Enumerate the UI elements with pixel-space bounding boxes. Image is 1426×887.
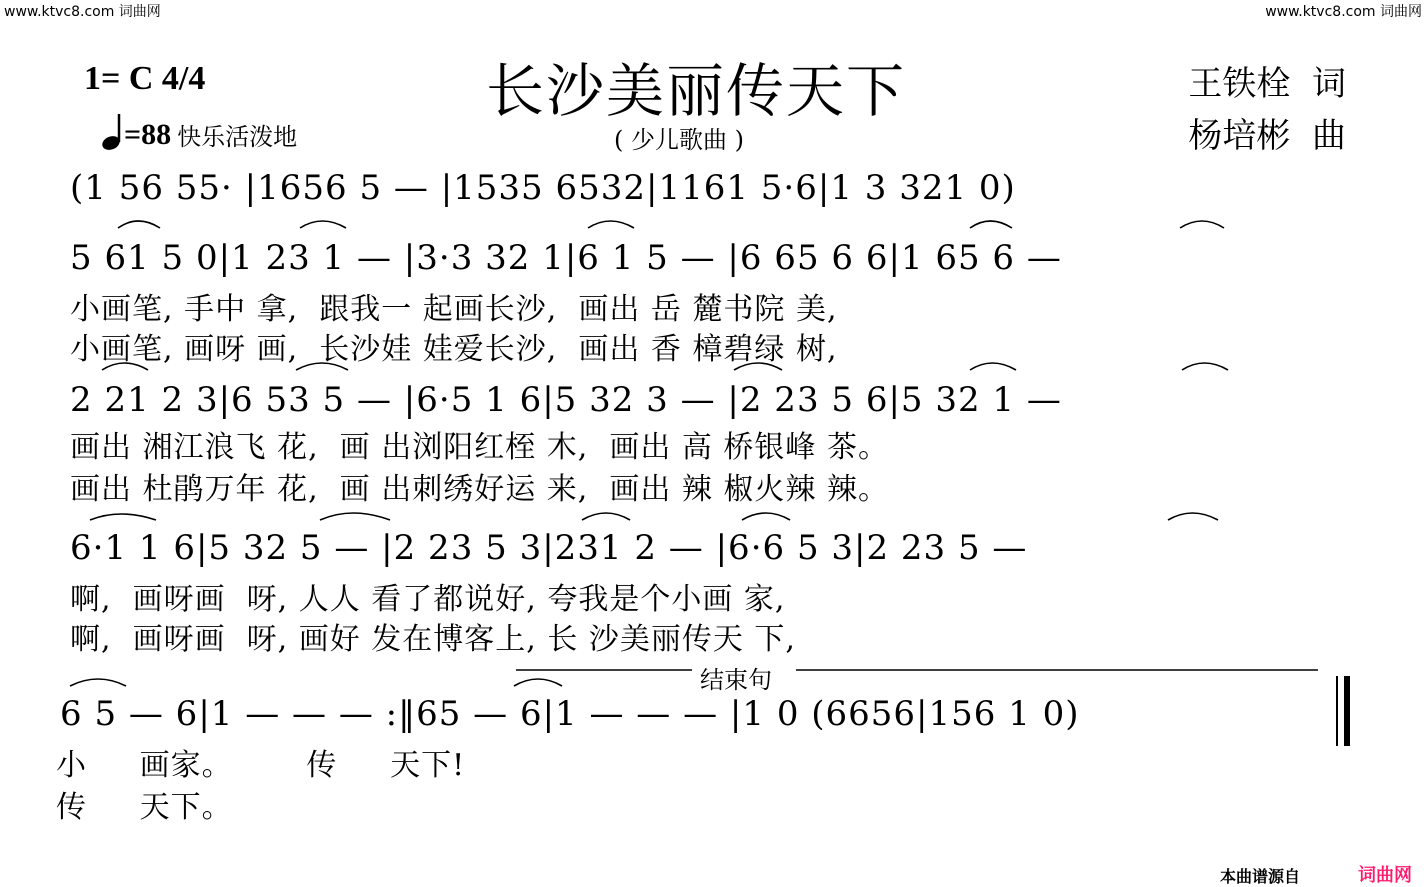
tempo-text: 快乐活泼地 (177, 123, 298, 151)
watermark-left: www.ktvc8.com 词曲网 (4, 4, 161, 20)
slur-marks (70, 221, 1228, 686)
lyrics-line-1-verse-1: 小画笔, 手中 拿, 跟我一 起画长沙, 画出 岳 麓书院 美, (70, 292, 838, 327)
lyricist-credit: 王铁栓 词 (1188, 64, 1346, 104)
notation-line-intro: (1 56 55· |1656 5 — |1535 6532|1161 5·6|1 3 321 0) (70, 168, 1016, 208)
lyrics-line-2-verse-1: 画出 湘江浪飞 花, 画 出浏阳红桎 木, 画出 高 桥银峰 茶。 (70, 430, 889, 465)
lyrics-line-4-verse-1: 小 画家。 传 天下! (56, 748, 466, 783)
notation-line-3: 6·1 1 6|5 32 5 — |2 23 5 3|231 2 — |6·6 5 3|2 23 5 — (70, 528, 1028, 568)
footer-brand-link[interactable]: 词曲网 (1358, 865, 1412, 886)
ending-label: 结束句 (700, 666, 772, 694)
lyrics-line-4-verse-2: 传 天下。 (56, 790, 233, 825)
lyrics-line-3-verse-2: 啊, 画呀画 呀, 画好 发在博客上, 长 沙美丽传天 下, (70, 622, 796, 657)
composer-credit: 杨培彬 曲 (1188, 116, 1346, 156)
notation-line-1: 5 61 5 0|1 23 1 — |3·3 32 1|6 1 5 — |6 65 6 6|1 65 6 — (70, 238, 1062, 278)
song-subtitle: ( 少儿歌曲 ) (614, 126, 744, 154)
lyrics-line-2-verse-2: 画出 杜鹃万年 花, 画 出刺绣好运 来, 画出 辣 椒火辣 辣。 (70, 472, 889, 507)
lyrics-line-1-verse-2: 小画笔, 画呀 画, 长沙娃 娃爱长沙, 画出 香 樟碧绿 树, (70, 332, 838, 367)
notation-line-4: 6 5 — 6|1 — — — :‖65 — 6|1 — — — |1 0 (6656|156 1 0) (60, 694, 1080, 734)
notation-line-2: 2 21 2 3|6 53 5 — |6·5 1 6|5 32 3 — |2 23 5 6|5 32 1 — (70, 380, 1062, 420)
tempo-value: =88 (124, 118, 172, 151)
footer-source: 本曲谱源自 (1219, 867, 1300, 886)
key-signature: 1= C 4/4 (84, 60, 206, 97)
lyrics-line-3-verse-1: 啊, 画呀画 呀, 人人 看了都说好, 夸我是个小画 家, (70, 582, 786, 617)
watermark-right: www.ktvc8.com 词曲网 (1265, 4, 1422, 20)
song-title: 长沙美丽传天下 (486, 57, 907, 125)
final-double-barline (1336, 676, 1350, 746)
